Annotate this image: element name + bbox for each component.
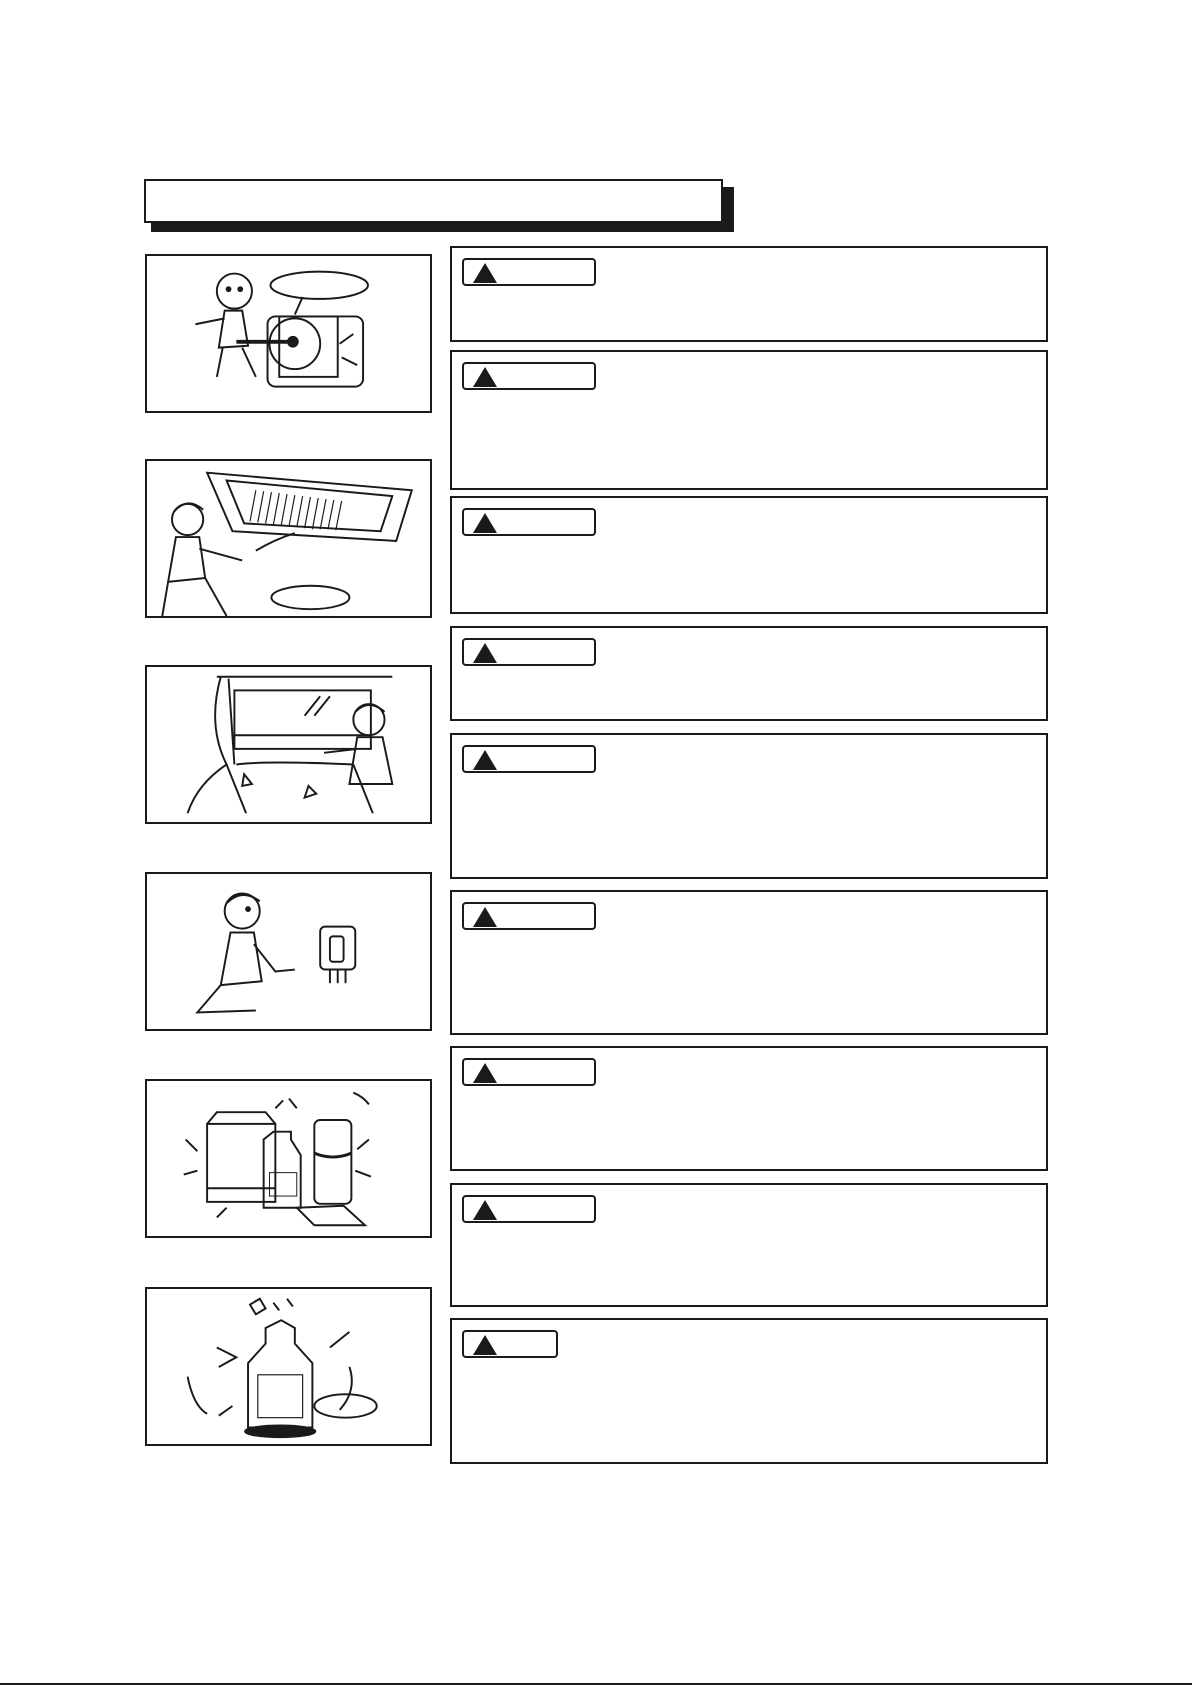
illustration-4 (145, 872, 432, 1031)
warning-triangle-icon (473, 263, 497, 283)
illustration-2 (145, 459, 432, 618)
notice-box-5 (450, 733, 1048, 879)
notice-box-4 (450, 626, 1048, 721)
caution-badge (462, 1195, 596, 1223)
notice-box-9 (450, 1318, 1048, 1464)
warning-triangle-icon (473, 907, 497, 927)
warning-triangle-icon (473, 643, 497, 663)
boy-touching-fan-icon (147, 256, 430, 411)
notice-box-2 (450, 350, 1048, 490)
section-title-box (144, 179, 723, 223)
caution-badge (462, 508, 596, 536)
illustration-5 (145, 1079, 432, 1238)
flammable-containers-icon (147, 1081, 430, 1236)
warning-triangle-icon (473, 1335, 497, 1355)
notice-box-6 (450, 890, 1048, 1035)
warning-triangle-icon (473, 1200, 497, 1220)
woman-water-ceiling-unit-icon (147, 461, 430, 616)
illustration-1 (145, 254, 432, 413)
notice-box-1 (450, 246, 1048, 342)
caution-badge (462, 745, 596, 773)
caution-badge (462, 902, 596, 930)
warning-triangle-icon (473, 513, 497, 533)
notice-box-3 (450, 496, 1048, 614)
illustration-3 (145, 665, 432, 824)
caution-badge (462, 1058, 596, 1086)
woman-wall-switch-icon (147, 874, 430, 1029)
notice-box-7 (450, 1046, 1048, 1171)
caution-badge (462, 1330, 558, 1358)
warning-triangle-icon (473, 1063, 497, 1083)
caution-badge (462, 638, 596, 666)
warning-triangle-icon (473, 367, 497, 387)
warning-triangle-icon (473, 750, 497, 770)
chemical-bottle-icon (147, 1289, 430, 1444)
caution-badge (462, 362, 596, 390)
notice-box-8 (450, 1183, 1048, 1307)
woman-window-icon (147, 667, 430, 822)
caution-badge (462, 258, 596, 286)
illustration-6 (145, 1287, 432, 1446)
